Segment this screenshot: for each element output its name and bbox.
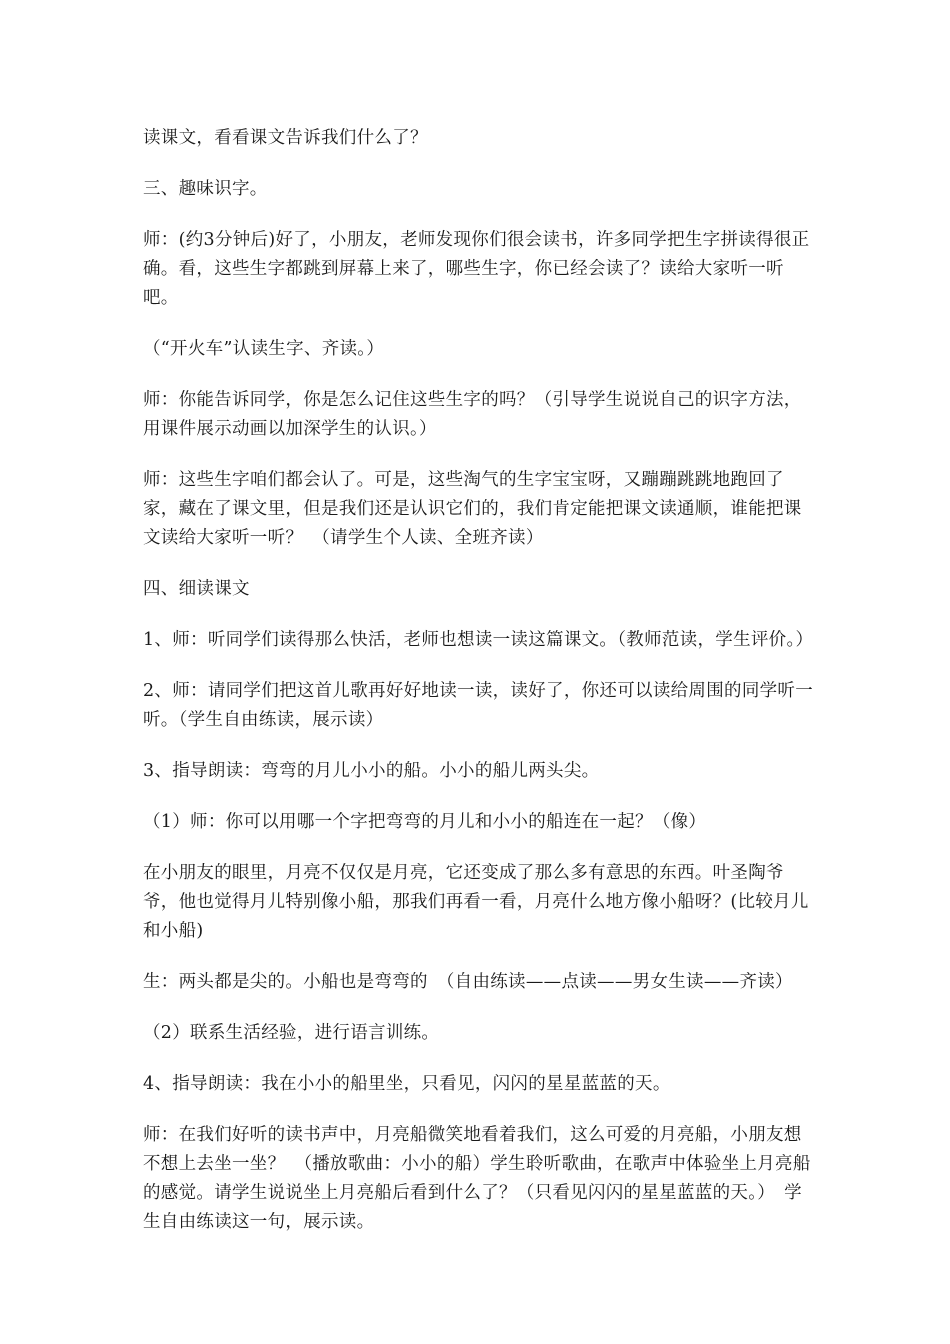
paragraph-student-answer: 生：两头都是尖的。小船也是弯弯的 （自由练读——点读——男女生读——齐读） [143, 972, 793, 992]
paragraph-step-1: 1、师：听同学们读得那么快活，老师也想读一读这篇课文。（教师范读，学生评价。） [143, 630, 814, 650]
paragraph-step-2: 2、师：请同学们把这首儿歌再好好地读一读，读好了，你还可以读给周围的同学听一听。（学生自由练读，展示读） [143, 681, 814, 730]
paragraph-step-4: 4、指导朗读：我在小小的船里坐，只看见，闪闪的星星蓝蓝的天。 [143, 1074, 671, 1094]
paragraph-teacher-praise: 师：(约3分钟后)好了，小朋友，老师发现你们很会读书，许多同学把生字拼读得很正确。看，这些生字都跳到屏幕上来了，哪些生字，你已经会读了？读给大家听一听吧。 [143, 230, 810, 308]
paragraph-character-babies: 师：这些生字咱们都会认了。可是，这些淘气的生字宝宝呀，又蹦蹦跳跳地跑回了家，藏在了课文里，但是我们还是认识它们的，我们肯定能把课文读通顺，谁能把课文读给大家听一听？ （请学生个人读、全班齐读） [143, 470, 802, 548]
paragraph-step-3-2: （2）联系生活经验，进行语言训练。 [143, 1023, 440, 1043]
paragraph-read-text: 读课文，看看课文告诉我们什么了？ [143, 128, 428, 148]
section-heading-fun-literacy: 三、趣味识字。 [143, 179, 268, 199]
paragraph-song-experience: 师：在我们好听的读书声中，月亮船微笑地看着我们，这么可爱的月亮船，小朋友想不想上去坐一坐？ （播放歌曲：小小的船）学生聆听歌曲，在歌声中体验坐上月亮船的感觉。请学生说说坐上月亮船后看到什么了？（只看见闪闪的星星蓝蓝的天。） 学生自由练读这一句，展示读。 [143, 1125, 811, 1232]
paragraph-step-3-1: （1）师：你可以用哪一个字把弯弯的月儿和小小的船连在一起？（像） [143, 812, 707, 832]
paragraph-train-reading: （“开火车”认读生字、齐读。） [143, 339, 385, 359]
document-body [143, 124, 815, 1259]
section-heading-close-reading: 四、细读课文 [143, 579, 250, 599]
paragraph-step-3: 3、指导朗读：弯弯的月儿小小的船。小小的船儿两头尖。 [143, 761, 600, 781]
paragraph-memory-method: 师：你能告诉同学，你是怎么记住这些生字的吗？（引导学生说说自己的识字方法，用课件展示动画以加深学生的认识。） [143, 390, 802, 439]
paragraph-moon-boat: 在小朋友的眼里，月亮不仅仅是月亮，它还变成了那么多有意思的东西。叶圣陶爷爷，他也觉得月儿特别像小船，那我们再看一看，月亮什么地方像小船呀？(比较月儿和小船) [143, 863, 809, 941]
